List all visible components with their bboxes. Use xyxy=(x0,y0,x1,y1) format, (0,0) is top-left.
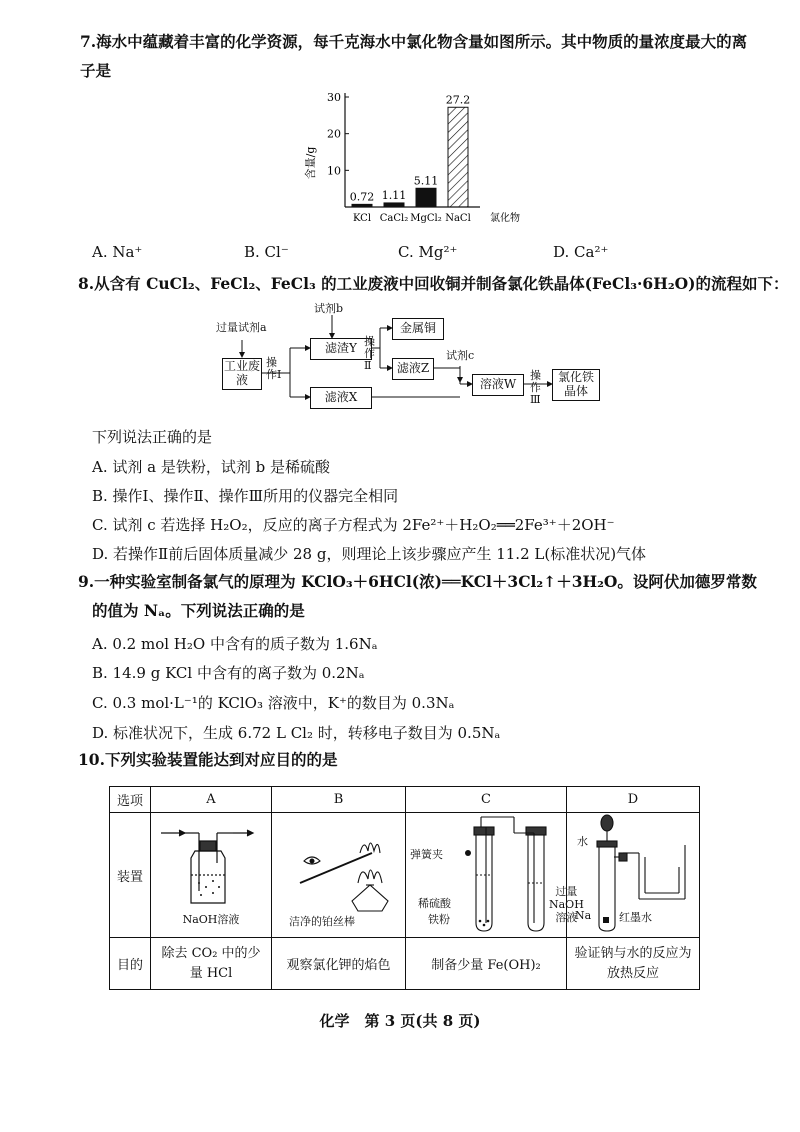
device-b xyxy=(272,813,406,938)
purpose-d-line1: 验证钠与水的反应为 xyxy=(574,945,692,961)
purpose-a-line1: 除去 CO₂ 中的少 xyxy=(161,945,261,961)
device-a xyxy=(151,813,272,938)
bar-value-label: 5.11 xyxy=(413,174,439,188)
label-red-ink: 红墨水 xyxy=(619,911,652,924)
y-tick-label: 30 xyxy=(327,91,341,104)
header-b: B xyxy=(272,787,406,813)
x-tick-label: KCl xyxy=(352,213,372,224)
flow-box-residue-y: 滤渣Y xyxy=(310,338,372,360)
bar-value-label: 0.72 xyxy=(349,190,375,204)
q7-option-b: B. Cl⁻ xyxy=(244,243,289,261)
bar-value-label: 1.11 xyxy=(381,188,407,202)
bar-MgCl₂ xyxy=(416,188,436,207)
q9-option-b: B. 14.9 g KCl 中含有的离子数为 0.2Nₐ xyxy=(92,664,365,682)
q8-flowchart xyxy=(200,300,620,415)
flow-op1: 操作Ⅰ xyxy=(266,356,282,382)
label-naoh-solution: NaOH溶液 xyxy=(182,913,240,926)
q10-stem: 10.下列实验装置能达到对应目的的是 xyxy=(78,750,338,769)
bar-NaCl xyxy=(448,107,468,207)
flow-box-copper: 金属铜 xyxy=(392,318,444,340)
q7-stem-line1: 7.海水中蕴藏着丰富的化学资源，每千克海水中氯化物含量如图所示。其中物质的量浓度最大的离 xyxy=(80,32,748,51)
header-d: D xyxy=(567,787,700,813)
q7-option-a: A. Na⁺ xyxy=(92,243,143,261)
purpose-d-line2: 放热反应 xyxy=(606,965,659,981)
flow-box-filtrate-x: 滤液X xyxy=(310,387,372,409)
label-naoh-line3: 溶液 xyxy=(555,911,578,924)
flow-op2: 操作Ⅱ xyxy=(364,335,375,373)
header-c: C xyxy=(406,787,567,813)
label-naoh-line1: 过量 xyxy=(555,885,578,898)
device-c xyxy=(406,813,584,938)
label-iron-powder: 铁粉 xyxy=(428,913,450,926)
q7-option-c: C. Mg²⁺ xyxy=(398,243,458,261)
q9-option-c: C. 0.3 mol·L⁻¹的 KClO₃ 溶液中，K⁺的数目为 0.3Nₐ xyxy=(92,694,455,712)
flow-reagent-a: 过量试剂a xyxy=(216,321,267,334)
purpose-a xyxy=(151,938,272,990)
y-tick-label: 20 xyxy=(327,127,341,141)
flow-op3: 操作Ⅲ xyxy=(530,369,541,407)
q7-bar-chart xyxy=(300,85,540,235)
x-tick-label: MgCl₂ xyxy=(410,213,442,224)
flow-reagent-b: 试剂b xyxy=(314,302,344,315)
row-label-device: 装置 xyxy=(110,813,151,938)
flow-box-filtrate-z: 滤液Z xyxy=(392,358,434,380)
purpose-b: 观察氯化钾的焰色 xyxy=(272,938,406,990)
q8-option-c: C. 试剂 c 若选择 H₂O₂，反应的离子方程式为 2Fe²⁺＋H₂O₂══2Fe³⁺＋2OH⁻ xyxy=(92,516,615,534)
q8-stem: 8.从含有 CuCl₂、FeCl₂、FeCl₃ 的工业废液中回收铜并制备氯化铁晶体(FeCl₃·6H₂O)的流程如下： xyxy=(78,274,789,293)
label-platinum-wire: 洁净的铂丝棒 xyxy=(289,915,355,928)
q7-option-d: D. Ca²⁺ xyxy=(553,243,609,261)
flow-box-waste: 工业废液 xyxy=(222,358,262,390)
flow-reagent-c: 试剂c xyxy=(446,349,475,362)
q8-option-d: D. 若操作Ⅱ前后固体质量减少 28 g，则理论上该步骤应产生 11.2 L(标准状况)气体 xyxy=(92,545,647,563)
q8-prompt: 下列说法正确的是 xyxy=(92,428,213,446)
q8-option-a: A. 试剂 a 是铁粉，试剂 b 是稀硫酸 xyxy=(92,458,330,476)
q9-option-d: D. 标准状况下，生成 6.72 L Cl₂ 时，转移电子数目为 0.5Nₐ xyxy=(92,724,501,742)
page-footer: 化学 第 3 页(共 8 页) xyxy=(319,1012,481,1030)
label-dilute-acid: 稀硫酸 xyxy=(418,897,451,910)
header-a: A xyxy=(151,787,272,813)
flow-box-solution-w: 溶液W xyxy=(472,374,524,396)
label-water: 水 xyxy=(577,835,588,848)
x-tick-label: NaCl xyxy=(445,213,471,224)
label-spring-clip: 弹簧夹 xyxy=(410,848,443,861)
q9-stem-line1: 9.一种实验室制备氯气的原理为 KClO₃＋6HCl(浓)══KCl＋3Cl₂↑＋3H₂O。设阿伏加德罗常数 xyxy=(78,572,757,591)
q7-stem-line2: 子是 xyxy=(80,61,112,80)
device-d xyxy=(567,813,700,938)
x-axis-label: 氯化物 xyxy=(490,213,520,224)
header-option: 选项 xyxy=(110,787,151,813)
y-axis-label: 含量/g xyxy=(304,146,317,180)
label-naoh-line2: NaOH xyxy=(549,898,584,911)
label-sodium: Na xyxy=(575,909,592,922)
y-tick-label: 10 xyxy=(327,164,341,178)
x-tick-label: CaCl₂ xyxy=(379,213,409,224)
q10-table xyxy=(109,786,700,990)
purpose-d xyxy=(567,938,700,990)
q9-option-a: A. 0.2 mol H₂O 中含有的质子数为 1.6Nₐ xyxy=(92,635,378,653)
flow-box-product: 氯化铁晶体 xyxy=(552,369,600,401)
q9-stem-line2: 的值为 Nₐ。下列说法正确的是 xyxy=(92,601,305,620)
purpose-a-line2: 量 HCl xyxy=(189,965,233,981)
row-label-purpose: 目的 xyxy=(110,938,151,990)
bar-value-label: 27.2 xyxy=(445,93,471,107)
bar-CaCl₂ xyxy=(384,203,404,207)
purpose-c: 制备少量 Fe(OH)₂ xyxy=(406,938,567,990)
bar-KCl xyxy=(352,204,372,207)
q8-option-b: B. 操作Ⅰ、操作Ⅱ、操作Ⅲ所用的仪器完全相同 xyxy=(92,487,399,505)
